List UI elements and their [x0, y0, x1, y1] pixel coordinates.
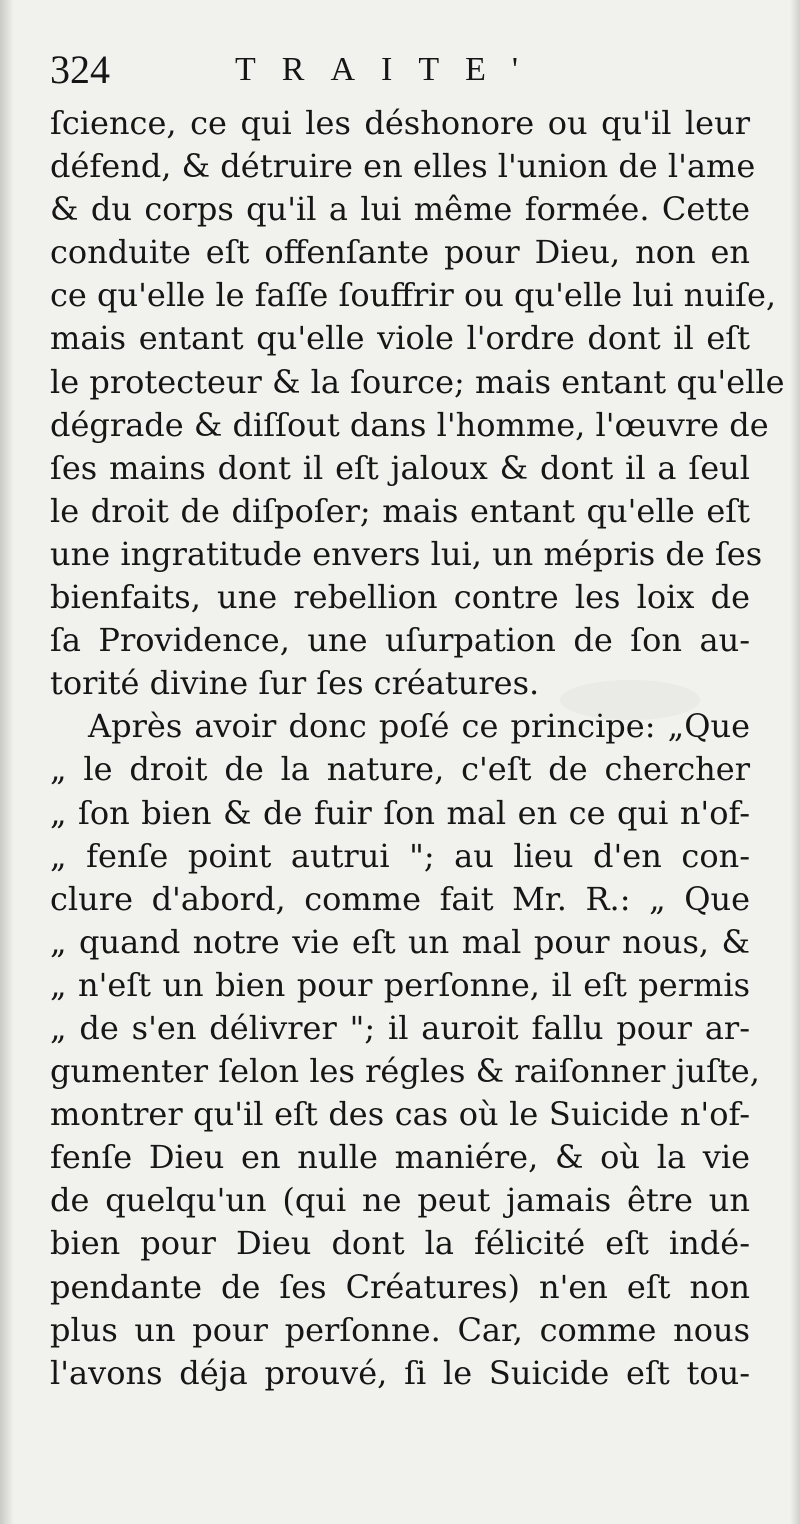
- paragraph-end-line: torité divine ſur ſes créatures.: [50, 664, 540, 703]
- text-line: ce qu'elle le faſſe ſouffrir ou qu'elle lui nuiſe,: [50, 276, 777, 315]
- quoted-line: „ le droit de la nature, c'eſt de chercher: [50, 750, 750, 789]
- text-line: l'avons déja prouvé, ſi le Suicide eſt tou-: [50, 1353, 750, 1392]
- body-text: [50, 102, 785, 1395]
- text-line: bienfaits, une rebellion contre les loix de: [50, 578, 750, 617]
- text-line: & du corps qu'il a lui même formée. Cette: [50, 190, 750, 229]
- running-head: [50, 40, 750, 100]
- page-edge-shadow-right: [790, 0, 800, 1524]
- text-line: clure d'abord, comme fait Mr. R.: „ Que: [50, 879, 750, 918]
- text-line: de quelqu'un (qui ne peut jamais être un: [50, 1181, 750, 1220]
- paragraph-start-line: Après avoir donc poſé ce principe: „Que: [88, 707, 750, 746]
- text-line: ſcience, ce qui les déshonore ou qu'il leur: [50, 104, 750, 142]
- quoted-line: „ de s'en délivrer "; il auroit fallu pour ar-: [50, 1008, 750, 1047]
- text-line: le protecteur & la ſource; mais entant qu'elle: [50, 362, 785, 401]
- page-edge-shadow-left: [0, 0, 14, 1524]
- quoted-line: „ fenſe point autrui "; au lieu d'en con-: [50, 836, 750, 875]
- text-line: gumenter ſelon les régles & raiſonner juſte,: [50, 1052, 760, 1091]
- running-title: TRAITE': [235, 51, 544, 88]
- text-line: dégrade & diſſout dans l'homme, l'œuvre de: [50, 405, 769, 444]
- text-line: ſes mains dont il eſt jaloux & dont il a ſeul: [50, 448, 750, 487]
- text-line: fenſe Dieu en nulle maniére, & où la vie: [50, 1138, 750, 1177]
- page-number: 324: [50, 47, 110, 92]
- quoted-line: „ ſon bien & de fuir ſon mal en ce qui n'of-: [50, 793, 750, 832]
- quoted-line: „ quand notre vie eſt un mal pour nous, &: [50, 922, 750, 961]
- text-line: mais entant qu'elle viole l'ordre dont il eſt: [50, 319, 750, 358]
- text-line: ſa Providence, une uſurpation de ſon au-: [50, 621, 750, 660]
- quoted-line: „ n'eſt un bien pour perſonne, il eſt permis: [50, 965, 750, 1004]
- text-line: une ingratitude envers lui, un mépris de ſes: [50, 534, 763, 573]
- text-line: plus un pour perſonne. Car, comme nous: [50, 1310, 750, 1349]
- text-line: montrer qu'il eſt des cas où le Suicide n'of-: [50, 1095, 750, 1134]
- text-line: conduite eſt offenſante pour Dieu, non en: [50, 233, 750, 272]
- text-line: défend, & détruire en elles l'union de l'ame: [50, 147, 756, 186]
- text-line: le droit de diſpoſer; mais entant qu'elle eſt: [50, 491, 750, 530]
- text-line: bien pour Dieu dont la félicité eſt indé-: [50, 1224, 750, 1263]
- text-line: pendante de ſes Créatures) n'en eſt non: [50, 1267, 750, 1306]
